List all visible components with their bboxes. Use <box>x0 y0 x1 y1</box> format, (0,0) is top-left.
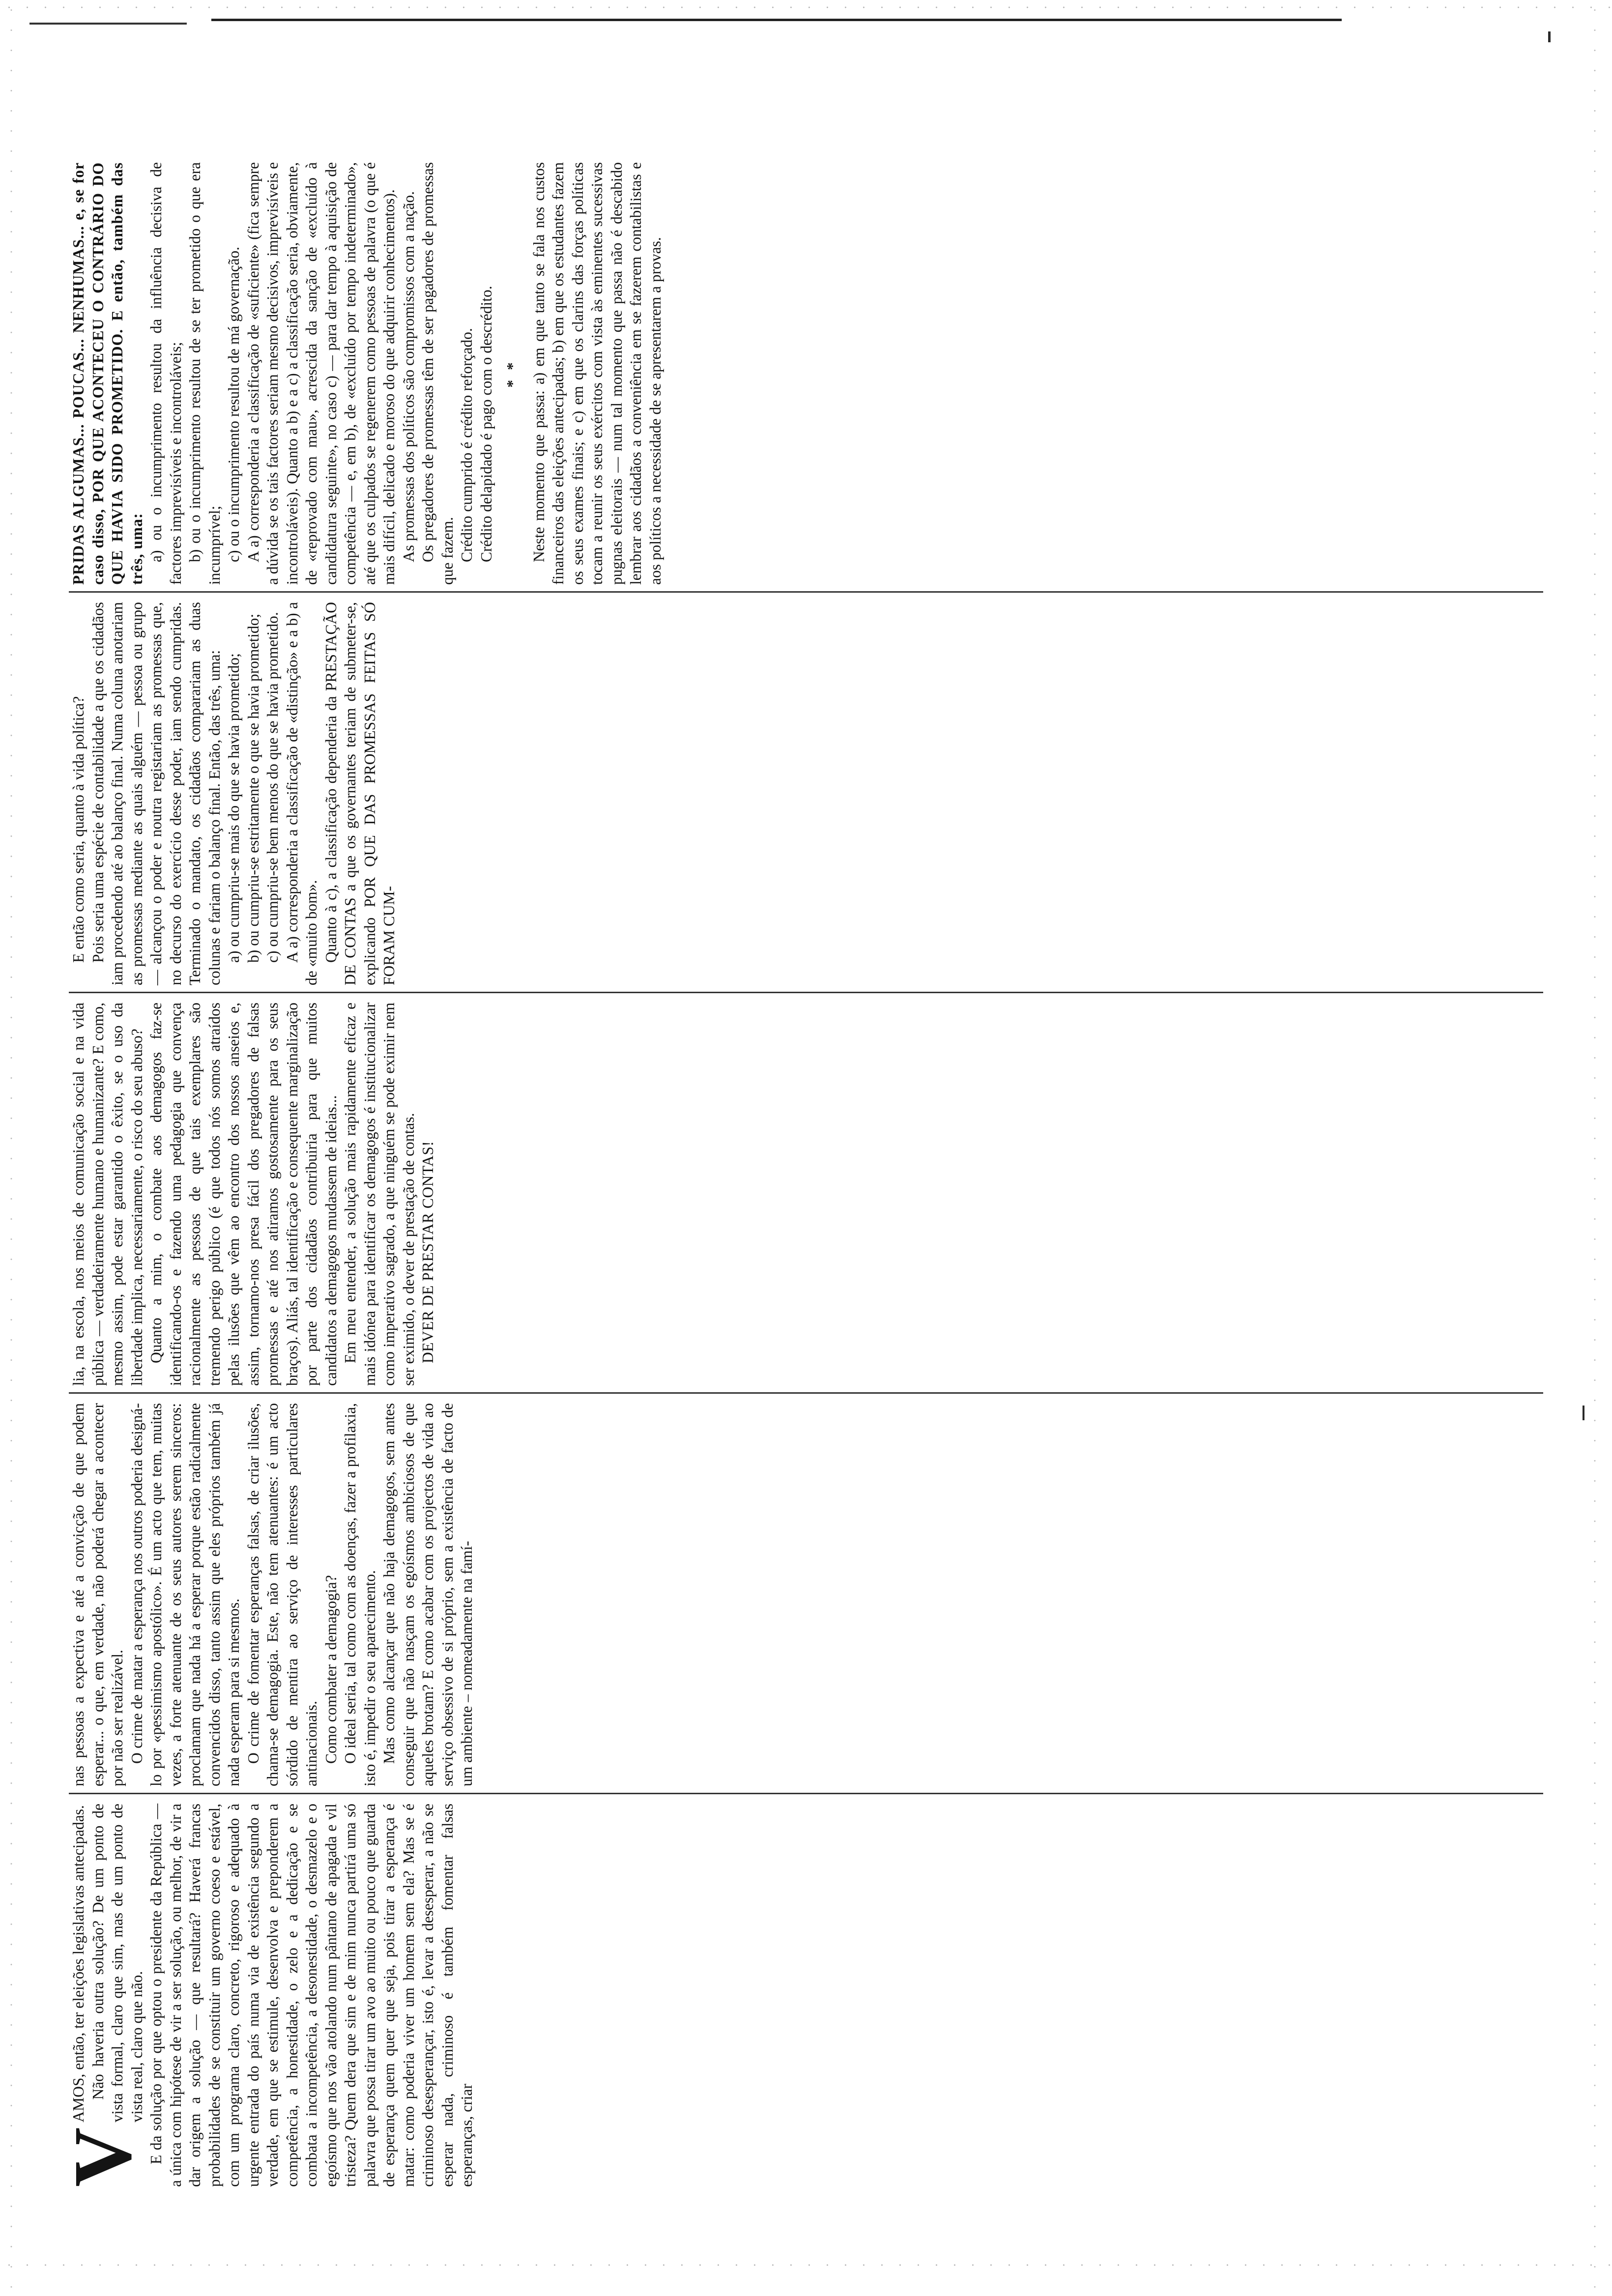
article-column-5 <box>69 162 1543 585</box>
article-paragraph: As promessas dos políticos são compromissos com a nação. <box>400 191 417 562</box>
article-paragraph: A a) corresponderia a classificação de «distinção» e a b) a de «muito bom». <box>283 602 320 985</box>
article-paragraph: O ideal seria, tal como com as doenças, fazer a profilaxia, isto é, impedir o seu aparecimento. <box>342 1403 378 1786</box>
article-paragraph: Crédito cumprido é crédito reforçado. <box>458 328 475 562</box>
scan-noise-bottom <box>0 2261 1612 2269</box>
drop-cap: V <box>57 2127 148 2187</box>
article-list-item: c) ou cumpriu-se bem menos do que se havia prometido. <box>264 612 281 963</box>
article-list-item: a) ou cumpriu-se mais do que se havia prometido; <box>225 653 242 963</box>
article-paragraph: nas pessoas a expectiva e até a convicção de que podem esperar... o que, em verdade, não poderá chegar a acontecer por não ser realizável. <box>70 1403 126 1786</box>
column-divider <box>69 1392 1543 1394</box>
article-paragraph: Mas como alcançar que não haja demagogos, sem antes conseguir que não nasçam os egoísmos ambiciosos de que aqueles brotam? E como acabar com os projectos de vida ao serviço obsessivo de si próprio, sem a existência de facto de um ambiente – nomeadamente na famí- <box>380 1403 475 1786</box>
article-list-item: a) ou o incumprimento resultou da influência decisiva de factores imprevisíveis e incontroláveis; <box>147 162 184 585</box>
scan-edge-rule <box>211 19 1342 21</box>
scan-speck <box>1583 1406 1584 1420</box>
article-paragraph: A a) corresponderia a classificação de «suficiente» (fica sempre a dúvida se os tais factores seriam mesmo decisivos, imprevisíveis e incontroláveis). Quanto a b) e a c) a classificação seria, obviamente, de «reprovado com mau», acrescida da sanção de «excluído à candidatura seguinte», no caso c) — para dar tempo à aquisição de competência — e, em b), de «excluído por tempo indeterminado», até que os culpados se regenerem como pessoas de palavra (o que é mais difícil, delicado e moroso do que adquirir conhecimentos). <box>244 162 398 585</box>
scan-speck <box>1548 31 1551 42</box>
article-paragraph: Pois seria uma espécie de contabilidade a que os cidadãos iam procedendo até ao balanço final. Numa coluna anotariam as promessas mediante as quais alguém — pessoa ou grupo — alcançou o poder e noutra registariam as promessas que, no decurso do exercício desse poder, iam sendo cumpridas. Terminado o mandato, os cidadãos comparariam as duas colunas e fariam o balanço final. Então, das três, uma: <box>89 602 223 985</box>
article-list-item: b) ou o incumprimento resultou de se ter prometido o que era incumprível; <box>186 162 223 585</box>
article-paragraph: Como combater a demagogia? <box>322 1575 340 1764</box>
article-paragraph: Neste momento que passa: a) em que tanto se fala nos custos financeiros das eleições antecipadas; b) em que os estudantes fazem os seus exames finais; e c) em que os clarins das forças políticas tocam a reunir os seus exércitos com vista às eminentes sucessivas pugnas eleitorais — num tal momento que passa não é descabido lembrar aos cidadãos a conveniência em se fazerem contabilistas e aos políticos a necessidade de se apresentarem a provas. <box>530 162 664 585</box>
article-paragraph: E da solução por que optou o presidente da República — a única com hipótese de vir a ser solução, ou melhor, de vir a dar origem a solução — que resultará? Haverá francas probabilidades de se constituir um governo coeso e estável, com um programa claro, concreto, rigoroso e adequado à urgente entrada do país numa via de existência segundo a verdade, em que se estimule, desenvolva e preponderem a competência, a honestidade, o zelo e a dedicação e se combata a incompetência, a desonestidade, o desmazelo e o egoísmo que nos vão atolando num pântano de apagada e vil tristeza? Quem dera que sim e de mim nunca partirá uma só palavra que possa tirar um avo ao muito ou pouco que guarda de esperança quem quer que seja, pois tirar a esperança é matar: como poderia viver um homem sem ela? Mas se é criminoso desesperançar, isto é, levar a desesperar, a não se esperar nada, criminoso é também fomentar falsas esperanças, criar <box>147 1804 475 2187</box>
column-divider <box>69 591 1543 593</box>
article-paragraph: Não haveria outra solução? De um ponto de vista formal, claro que sim, mas de um ponto de vista real, claro que não. <box>89 1804 145 2123</box>
article-paragraph: Crédito delapidado é pago com o descrédito. <box>477 286 495 562</box>
article-paragraph: AMOS, então, ter eleições legislativas antecipadas. <box>70 1805 87 2123</box>
article-paragraph: Quanto a mim, o combate aos demagogos faz-se identificando-os e fazendo uma pedagogia que convença racionalmente as pessoas de que tais exemplares são tremendo perigo público (é que todos nós somos atraídos pelas ilusões que vêm ao encontro dos nossos anseios e, assim, tornamo-nos presa fácil dos pregadores de falsas promessas e até nos atiramos gostosamente para os seus braços). Aliás, tal identificação e consequente marginalização por parte dos cidadãos contribuiria para que muitos candidatos a demagogos mudassem de ideias... <box>147 1003 340 1386</box>
scan-edge-rule <box>29 23 187 25</box>
article-paragraph: lia, na escola, nos meios de comunicação social e na vida pública — verdadeiramente humano e humanizante? E como, mesmo assim, pode estar garantido o êxito, se o uso da liberdade implica, necessariamente, o risco do seu abuso? <box>70 1003 145 1386</box>
section-separator-stars: * * <box>504 359 521 388</box>
scan-noise-left <box>7 0 16 2296</box>
article-paragraph: E então como seria, quanto à vida política? <box>70 696 87 963</box>
article-paragraph: Os pregadores de promessas têm de ser pagadores de promessas que fazem. <box>419 162 456 585</box>
article-column-3 <box>69 1003 1543 1386</box>
article-paragraph: Em meu entender, a solução mais rapidamente eficaz e mais idónea para identificar os demagogos é institucionalizar como imperativo sagrado, a que ninguém se pode eximir nem ser eximido, o dever de prestação de contas. <box>342 1003 417 1386</box>
article-paragraph: Quanto à c), a classificação dependeria da PRESTAÇÃO DE CONTAS a que os governantes teriam de submeter-se, explicando POR QUE DAS PROMESSAS FEITAS SÓ FORAM CUM- <box>322 602 398 985</box>
newspaper-clipping <box>57 143 1543 2187</box>
article-column-4 <box>69 602 1543 985</box>
scan-noise-top <box>0 3 1612 12</box>
article-paragraph: O crime de matar a esperança nos outros poderia designá-lo por «pessimismo apostólico». É um acto que tem, muitas vezes, a forte atenuante de os seus autores serem sinceros: proclamam que nada há a esperar porque estão radicalmente convencidos disso, tanto assim que eles próprios também já nada esperam para si mesmos. <box>128 1403 242 1786</box>
article-paragraph: PRIDAS ALGUMAS... POUCAS... NENHUMAS... e, se for caso disso, POR QUE ACONTECEU O CONTRÁRIO DO QUE HAVIA SIDO PROMETIDO. E então, também das três, uma: <box>70 162 145 585</box>
article-paragraph: O crime de fomentar esperanças falsas, de criar ilusões, chama-se demagogia. Este, não tem atenuantes: é um acto sórdido de mentira ao serviço de interesses particulares antinacionais. <box>244 1403 320 1786</box>
article-emphasis-line: DEVER DE PRESTAR CONTAS! <box>419 1141 436 1363</box>
scan-noise-right <box>1590 0 1599 2296</box>
article-column-2 <box>69 1403 1543 1786</box>
column-divider <box>69 1793 1543 1794</box>
article-column-1 <box>57 1804 1543 2187</box>
column-divider <box>69 992 1543 993</box>
article-list-item: c) ou o incumprimento resultou de má governação. <box>225 246 242 562</box>
article-list-item: b) ou cumpriu-se estritamente o que se havia prometido; <box>244 613 262 963</box>
